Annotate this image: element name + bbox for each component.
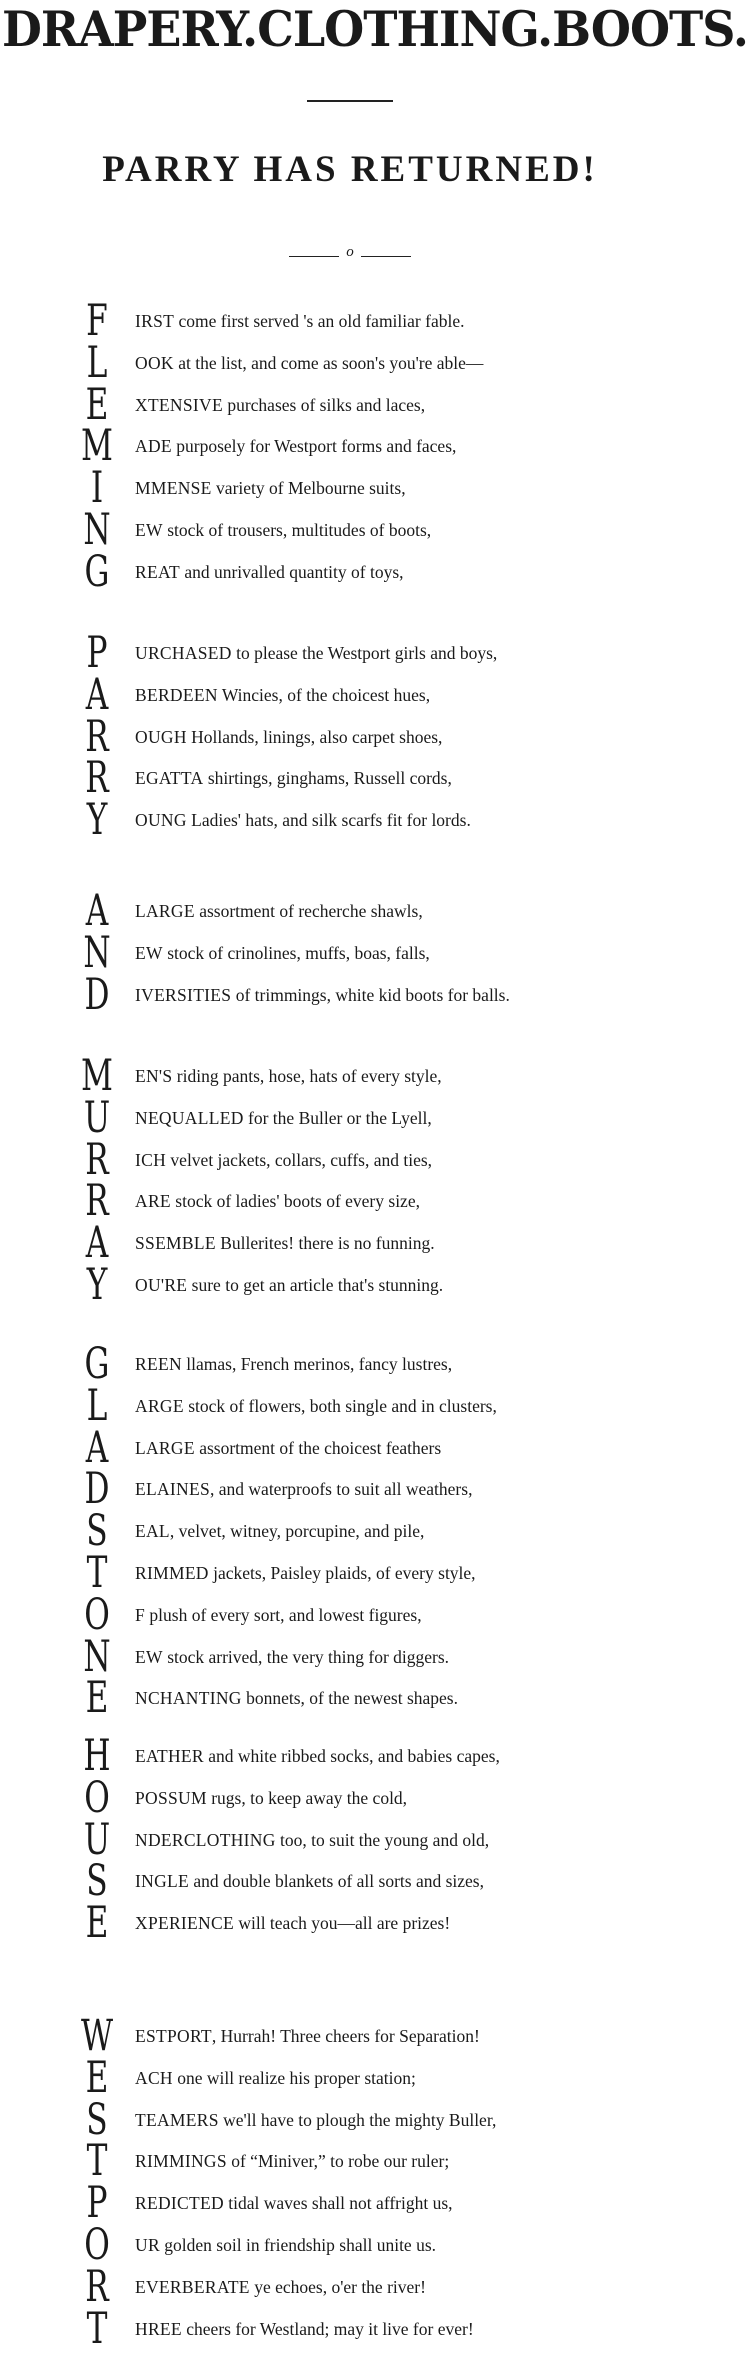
verse-lead-word: MMENSE xyxy=(135,478,212,499)
verse-rest: Wincies, of the choicest hues, xyxy=(217,684,431,705)
stanza xyxy=(0,1731,700,1949)
verse-rest: and unrivalled quantity of toys, xyxy=(179,561,404,582)
stanza xyxy=(0,628,700,846)
verse-lead-word: BERDEEN xyxy=(135,684,218,705)
verse-rest: variety of Melbourne suits, xyxy=(211,478,406,499)
verse-lead-word: OOK xyxy=(135,352,174,373)
headline-word-boots: BOOTS. xyxy=(552,0,748,58)
verse-lead-word: EW xyxy=(135,1646,163,1667)
verse-rest: golden soil in friendship shall unite us. xyxy=(159,2234,437,2255)
verse-lead-word: ESTPORT xyxy=(135,2026,212,2046)
verse-rest: stock of ladies' boots of every size, xyxy=(170,1191,420,1212)
stanza xyxy=(0,1339,700,1724)
verse-lead-word: NEQUALLED xyxy=(135,1107,244,1128)
verse-text xyxy=(135,1744,500,1768)
verse-line xyxy=(0,546,700,598)
verse-text xyxy=(135,2233,436,2257)
acrostic-letter: A xyxy=(85,1218,109,1269)
verse-rest: , and waterproofs to suit all weathers, xyxy=(210,1479,473,1500)
verse-lead-word: EVERBERATE xyxy=(135,2276,250,2297)
verse-rest: to please the Westport girls and boys, xyxy=(231,643,498,663)
verse-text xyxy=(135,725,442,749)
verse-rest: and white ribbed socks, and babies capes, xyxy=(203,1746,500,1766)
verse-lead-word: REDICTED xyxy=(135,2193,224,2214)
verse-rest: llamas, French merinos, fancy lustres, xyxy=(181,1354,453,1374)
verse-lead-word: EGATTA xyxy=(135,768,204,789)
verse-text xyxy=(135,2191,453,2215)
verse-lead-word: XTENSIVE xyxy=(135,394,223,415)
verse-text xyxy=(135,1106,432,1130)
verse-rest: and double blankets of all sorts and sizes, xyxy=(188,1871,484,1892)
acrostic-letter: E xyxy=(85,2052,109,2103)
verse-text xyxy=(135,1519,424,1543)
verse-rest: of trimmings, white kid boots for balls. xyxy=(231,984,510,1005)
verse-text xyxy=(135,1352,452,1376)
verse-text xyxy=(135,1189,420,1213)
verse-text xyxy=(135,2275,426,2299)
verse-text xyxy=(135,1786,407,1810)
verse-rest: stock of flowers, both single and in clusters, xyxy=(183,1395,497,1416)
verse-text xyxy=(135,941,430,965)
verse-lead-word: ARGE xyxy=(135,1395,184,1416)
verse-lead-word: EATHER xyxy=(135,1746,204,1766)
verse-text xyxy=(135,2066,416,2090)
verse-lead-word: POSSUM xyxy=(135,1787,207,1808)
verse-lead-word: NDERCLOTHING xyxy=(135,1829,276,1850)
verse-text xyxy=(135,351,483,375)
headline xyxy=(0,0,748,59)
verse-rest: assortment of recherche shawls, xyxy=(194,901,423,921)
verse-rest: cheers for Westland; may it live for ever! xyxy=(181,2318,474,2339)
verse-text xyxy=(135,1828,489,1852)
verse-rest: for the Buller or the Lyell, xyxy=(243,1107,432,1128)
acrostic-letter: R xyxy=(85,1176,109,1227)
verse-text xyxy=(135,1477,472,1501)
verse-text xyxy=(135,1561,476,1585)
verse-rest: plush of every sort, and lowest figures, xyxy=(145,1604,422,1625)
verse-lead-word: REEN xyxy=(135,1354,182,1374)
acrostic-letter: S xyxy=(86,2094,108,2145)
acrostic-letter: T xyxy=(86,2303,108,2354)
acrostic-letter: M xyxy=(81,1051,113,1101)
acrostic-letter: M xyxy=(81,421,113,472)
verse-lead-word: F xyxy=(135,1604,146,1625)
verse-rest: assortment of the choicest feathers xyxy=(194,1437,442,1458)
verse-rest: come first served 's an old familiar fable. xyxy=(174,311,465,331)
divider-mark: o xyxy=(346,244,354,260)
verse-text xyxy=(135,1869,484,1893)
verse-rest: Hollands, linings, also carpet shoes, xyxy=(186,726,443,747)
acrostic-letter: H xyxy=(83,1731,111,1781)
verse-rest: stock of crinolines, muffs, boas, falls, xyxy=(162,942,430,963)
verse-text xyxy=(135,1645,449,1669)
verse-lead-word: LARGE xyxy=(135,1437,195,1458)
stanza xyxy=(0,1051,700,1311)
verse-text xyxy=(135,1064,442,1088)
verse-text xyxy=(135,1148,432,1172)
verse-text xyxy=(135,309,464,333)
verse-line xyxy=(0,969,700,1021)
verse-lead-word: EW xyxy=(135,942,163,963)
verse-rest: stock arrived, the very thing for diggers. xyxy=(162,1646,450,1667)
verse-text xyxy=(135,1686,458,1710)
stanza xyxy=(0,296,700,598)
verse-lead-word: REAT xyxy=(135,561,180,582)
verse-lead-word: IRST xyxy=(135,311,175,331)
acrostic-letter: S xyxy=(86,1856,108,1907)
acrostic-letter: T xyxy=(86,1548,108,1598)
verse-rest: purposely for Westport forms and faces, xyxy=(171,436,457,457)
acrostic-letter: P xyxy=(86,2178,108,2229)
ornamental-divider xyxy=(289,244,411,264)
verse-lead-word: URCHASED xyxy=(135,643,232,663)
verse-text xyxy=(135,683,430,707)
acrostic-letter: R xyxy=(85,753,109,804)
acrostic-letter: F xyxy=(86,296,108,346)
verse-rest: we'll have to plough the mighty Buller, xyxy=(218,2109,497,2130)
acrostic-letter: U xyxy=(83,1814,111,1865)
headline-word-drapery: DRAPERY. xyxy=(2,0,258,58)
verse-rest: stock of trousers, multitudes of boots, xyxy=(162,519,432,540)
verse-rest: ye echoes, o'er the river! xyxy=(249,2276,426,2297)
verse-text xyxy=(135,1394,497,1418)
verse-text xyxy=(135,1231,435,1255)
acrostic-letter: Y xyxy=(86,795,108,846)
verse-text xyxy=(135,434,456,458)
verse-lead-word: ICH xyxy=(135,1149,167,1170)
verse-line xyxy=(0,795,700,846)
verse-text xyxy=(135,1603,422,1627)
divider-line-left xyxy=(289,256,339,257)
verse-lead-word: IVERSITIES xyxy=(135,984,232,1005)
verse-lead-word: OUNG xyxy=(135,810,187,831)
acrostic-letter: G xyxy=(84,546,110,597)
acrostic-letter: U xyxy=(83,1092,111,1143)
acrostic-letter: A xyxy=(85,1422,109,1473)
verse-text xyxy=(135,2149,449,2173)
verse-text xyxy=(135,2024,480,2048)
verse-lead-word: LARGE xyxy=(135,901,195,921)
acrostic-letter: O xyxy=(84,1589,110,1640)
acrostic-letter: R xyxy=(85,1134,109,1185)
verse-lead-word: HREE xyxy=(135,2318,182,2339)
verse-text xyxy=(135,1436,441,1460)
acrostic-letter: T xyxy=(86,2136,108,2187)
acrostic-letter: N xyxy=(83,927,111,978)
verse-rest: too, to suit the young and old, xyxy=(275,1829,490,1850)
acrostic-letter: S xyxy=(86,1506,108,1557)
verse-lead-word: ARE xyxy=(135,1191,171,1212)
verse-rest: riding pants, hose, hats of every style, xyxy=(172,1066,442,1086)
acrostic-letter: D xyxy=(84,969,110,1020)
acrostic-letter: A xyxy=(85,886,109,936)
verse-text xyxy=(135,1273,443,1297)
acrostic-letter: L xyxy=(86,1380,108,1431)
verse-lead-word: ELAINES xyxy=(135,1479,211,1500)
verse-lead-word: ACH xyxy=(135,2067,173,2088)
acrostic-letter: E xyxy=(85,1673,109,1724)
acrostic-letter: R xyxy=(85,711,109,762)
stanza xyxy=(0,2011,700,2354)
verse-rest: at the list, and come as soon's you're able— xyxy=(173,352,484,373)
acrostic-letter: I xyxy=(90,463,104,514)
verse-text xyxy=(135,766,452,790)
verse-line xyxy=(0,2303,700,2355)
verse-text xyxy=(135,1911,450,1935)
verse-rest: rugs, to keep away the cold, xyxy=(206,1787,408,1808)
verse-text xyxy=(135,518,431,542)
verse-lead-word: XPERIENCE xyxy=(135,1913,234,1934)
verse-rest: jackets, Paisley plaids, of every style, xyxy=(208,1562,476,1583)
verse-rest: one will realize his proper station; xyxy=(172,2067,416,2088)
verse-rest: tidal waves shall not affright us, xyxy=(223,2193,453,2214)
acrostic-letter: E xyxy=(85,379,109,430)
verse-rest: bonnets, of the newest shapes. xyxy=(241,1688,458,1709)
verse-lead-word: SSEMBLE xyxy=(135,1233,216,1254)
verse-lead-word: EN'S xyxy=(135,1066,173,1086)
acrostic-letter: N xyxy=(83,1631,111,1682)
acrostic-letter: W xyxy=(80,2011,114,2061)
verse-lead-word: OU'RE xyxy=(135,1274,188,1295)
acrostic-letter: N xyxy=(83,505,111,555)
verse-line xyxy=(0,1673,700,1724)
verse-lead-word: ADE xyxy=(135,436,172,457)
verse-lead-word: EW xyxy=(135,519,163,540)
acrostic-letter: L xyxy=(86,337,108,388)
verse-line xyxy=(0,1898,700,1949)
acrostic-letter: O xyxy=(84,1772,110,1823)
acrostic-letter: Y xyxy=(86,1260,108,1310)
verse-lead-word: UR xyxy=(135,2234,160,2255)
verse-rest: shirtings, ginghams, Russell cords, xyxy=(203,768,452,789)
stanza xyxy=(0,886,700,1020)
acrostic-letter: O xyxy=(84,2220,110,2270)
verse-rest: , velvet, witney, porcupine, and pile, xyxy=(169,1521,425,1542)
divider-line-right xyxy=(361,256,411,257)
acrostic-letter: R xyxy=(85,2261,109,2312)
verse-text xyxy=(135,2317,474,2341)
verse-text xyxy=(135,560,404,584)
verse-lead-word: OUGH xyxy=(135,726,187,747)
verse-lead-word: RIMMINGS xyxy=(135,2151,227,2172)
verse-text xyxy=(135,2108,496,2132)
acrostic-letter: G xyxy=(84,1339,110,1389)
verse-rest: will teach you—all are prizes! xyxy=(233,1913,451,1934)
verse-rest: , Hurrah! Three cheers for Separation! xyxy=(211,2026,480,2046)
acrostic-letter: D xyxy=(84,1464,110,1515)
verse-rest: velvet jackets, collars, cuffs, and ties, xyxy=(166,1149,433,1170)
acrostic-letter: P xyxy=(86,628,108,678)
acrostic-letter: A xyxy=(85,669,109,720)
subtitle: PARRY HAS RETURNED! xyxy=(102,149,598,190)
acrostic-letter: E xyxy=(85,1898,109,1949)
verse-rest: Ladies' hats, and silk scarfs fit for lords. xyxy=(186,810,471,831)
verse-lead-word: RIMMED xyxy=(135,1562,209,1583)
verse-lead-word: NCHANTING xyxy=(135,1688,242,1709)
top-rule xyxy=(307,100,393,102)
verse-rest: purchases of silks and laces, xyxy=(222,394,426,415)
verse-text xyxy=(135,641,497,665)
verse-rest: sure to get an article that's stunning. xyxy=(187,1274,444,1295)
verse-rest: Bullerites! there is no funning. xyxy=(215,1233,435,1254)
verse-lead-word: EAL xyxy=(135,1521,170,1542)
verse-rest: of “Miniver,” to robe our ruler; xyxy=(226,2151,450,2172)
headline-word-clothing: CLOTHING. xyxy=(257,0,553,58)
verse-text xyxy=(135,983,510,1007)
verse-text xyxy=(135,476,406,500)
verse-text xyxy=(135,808,471,832)
verse-lead-word: TEAMERS xyxy=(135,2109,219,2130)
verse-text xyxy=(135,393,425,417)
verse-text xyxy=(135,899,423,923)
verse-line xyxy=(0,1260,700,1311)
verse-lead-word: INGLE xyxy=(135,1871,189,1892)
